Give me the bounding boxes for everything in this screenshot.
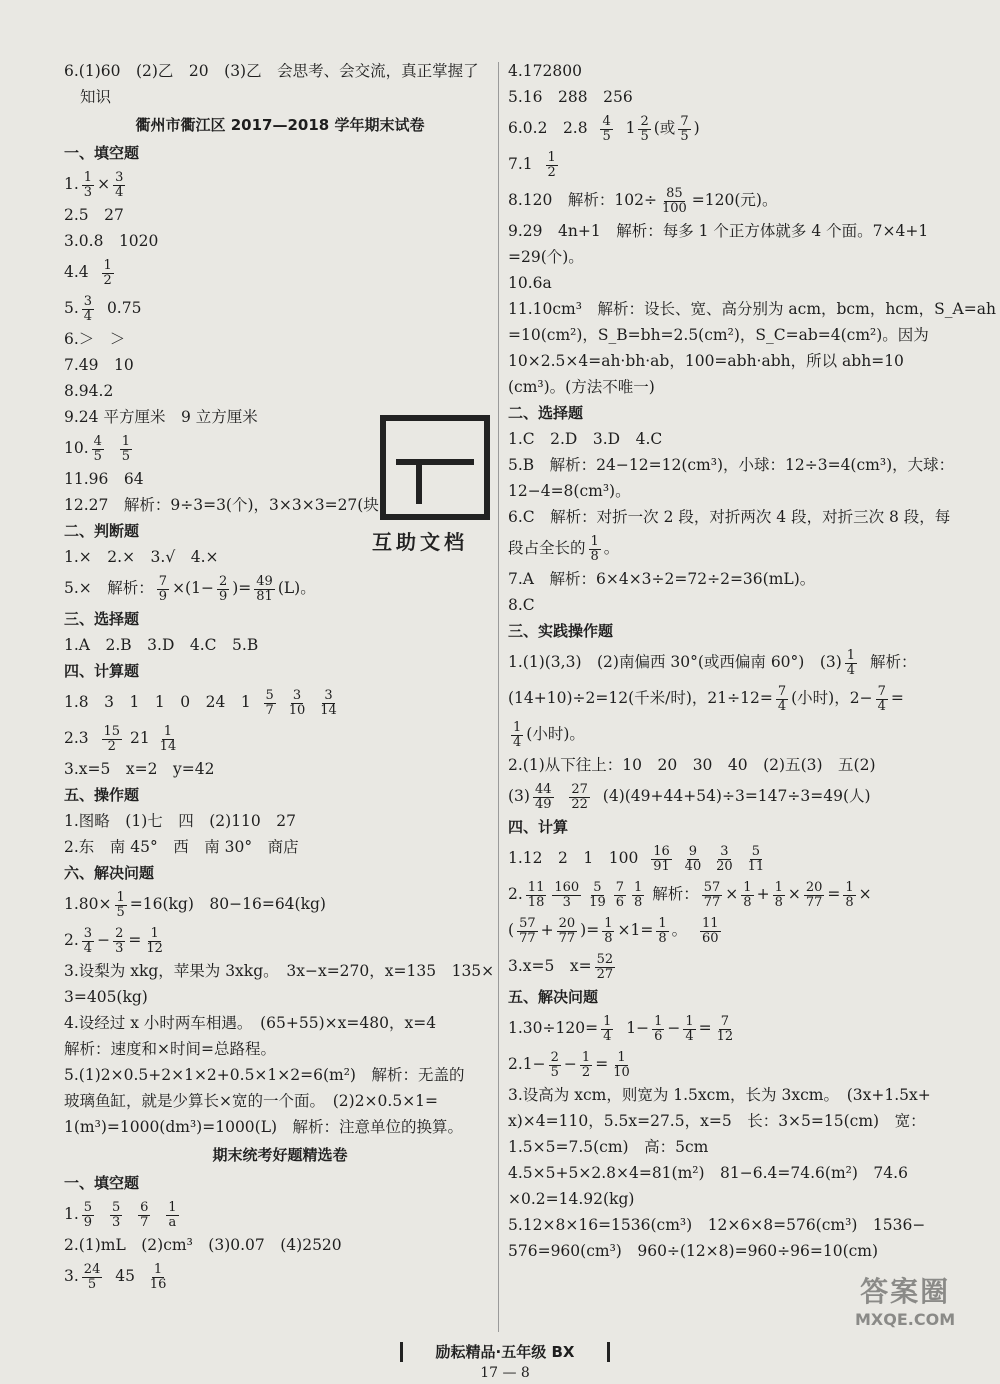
fraction	[113, 171, 125, 200]
fraction	[533, 783, 554, 812]
fraction	[741, 881, 753, 910]
fraction	[651, 845, 672, 874]
section-heading: 二、判断题	[64, 522, 140, 540]
exam-title: 期末统考好题精选卷	[212, 1146, 348, 1164]
denominator: 5	[680, 128, 689, 144]
fraction	[158, 725, 179, 754]
fraction	[511, 721, 523, 750]
fraction	[595, 953, 616, 982]
numerator: 44	[534, 781, 552, 797]
fraction	[92, 435, 104, 464]
answer-line: 7.1 $\frac{1}{2}$	[508, 149, 556, 180]
section-heading: 一、填空题	[64, 144, 140, 162]
denominator: 12	[146, 940, 163, 956]
answer-line: 4.设经过 x 小时两车相遇。 (65+55)×x=480，x=4	[64, 1014, 437, 1032]
denominator: 7	[140, 1214, 149, 1230]
answer-line: 1(m³)=1000(dm³)=1000(L) 解析：注意单位的换算。	[64, 1118, 464, 1136]
denominator: 9	[158, 588, 168, 604]
fraction	[110, 1201, 122, 1230]
answer-line: 1.80× $\frac{1}{5}$ =16(kg) 80−16=64(kg)	[64, 889, 326, 920]
fraction	[773, 881, 785, 910]
fraction	[804, 881, 825, 910]
numerator: 1	[153, 1261, 163, 1277]
numerator: 16	[653, 843, 670, 859]
fraction	[82, 295, 94, 324]
answer-line: 5.(1)2×0.5+2×1×2+0.5×1×2=6(m²) 解析：无盖的	[64, 1066, 465, 1084]
fraction	[700, 917, 721, 946]
fraction	[517, 917, 538, 946]
text-line: 6.(1)60 (2)乙 20 (3)乙 会思考、会交流，真正掌握了	[64, 62, 479, 80]
numerator: 27	[571, 781, 588, 797]
denominator: a	[168, 1214, 177, 1230]
fraction	[264, 689, 276, 718]
fraction	[148, 1263, 169, 1292]
numerator: 1	[163, 723, 173, 739]
fraction	[82, 1263, 103, 1292]
answer-line: 3.0.8 1020	[64, 232, 159, 250]
section-heading: 三、选择题	[64, 610, 140, 628]
answer-line: 7.49 10	[64, 356, 134, 374]
denominator: 5	[602, 128, 611, 144]
fraction	[683, 1015, 695, 1044]
section-heading: 五、解决问题	[508, 988, 599, 1006]
numerator: 1	[168, 1199, 177, 1215]
denominator: 100	[661, 200, 687, 216]
denominator: 10	[613, 1064, 630, 1080]
numerator: 1	[774, 879, 783, 895]
denominator: 2	[547, 164, 556, 180]
answer-line: 9.24 平方厘米 9 立方厘米	[64, 408, 258, 426]
numerator: 1	[654, 1013, 663, 1029]
answer-line: 3.设高为 xcm，则宽为 1.5xcm，长为 3xcm。 (3x+1.5x+	[508, 1086, 931, 1104]
fraction	[102, 259, 114, 288]
denominator: 7	[265, 702, 274, 718]
fraction	[601, 1015, 613, 1044]
denominator: 12	[716, 1028, 734, 1044]
answer-line: 10×2.5×4=ah·bh·ab，100=abh·abh，所以 abh=10	[508, 352, 904, 370]
answer-line: 6.＞ ＞	[64, 330, 126, 348]
answer-line: 12.27 解析：9÷3=3(个)，3×3×3=27(块)	[64, 496, 385, 514]
numerator: 7	[680, 113, 689, 129]
denominator: 2	[107, 738, 116, 754]
section-heading: 六、解决问题	[64, 864, 155, 882]
fraction	[638, 115, 650, 144]
stamp-title: 答案圈	[860, 1275, 951, 1308]
stamp-url: MXQE.COM	[855, 1310, 956, 1329]
answer-line: 10. $\frac{4}{5}$ $\frac{1}{5}$	[64, 433, 131, 464]
answer-line: 11.10cm³ 解析：设长、宽、高分别为 acm，bcm，hcm，S_A=ah	[508, 300, 996, 318]
denominator: 10	[288, 702, 306, 718]
answer-line: 2.3 $\frac{15}{2}$ 21 $\frac{1}{14}$	[64, 723, 177, 754]
answer-line: 8.120 解析：102÷ $\frac{85}{100}$ =120(元)。	[508, 185, 778, 216]
text-line: 知识	[80, 88, 112, 106]
fraction	[144, 927, 165, 956]
fraction	[656, 917, 668, 946]
fraction	[843, 881, 855, 910]
fraction	[287, 689, 308, 718]
numerator: 2	[550, 1049, 559, 1065]
fraction	[166, 1201, 178, 1230]
denominator: 91	[653, 858, 670, 874]
denominator: 4	[846, 662, 856, 678]
denominator: 4	[877, 698, 886, 714]
denominator: 3	[115, 940, 124, 956]
denominator: 2	[581, 1064, 591, 1080]
denominator: 8	[845, 894, 854, 910]
numerator: 1	[121, 433, 131, 449]
answer-line: 段占全长的 $\frac{1}{8}$ 。	[508, 533, 620, 564]
numerator: 5	[111, 1199, 121, 1215]
answer-line: (3) $\frac{44}{49}$ $\frac{27}{22}$ (4)(49+44+54)÷3=147÷3=49(人)	[508, 781, 871, 812]
numerator: 1	[513, 719, 522, 735]
denominator: 3	[83, 184, 93, 200]
numerator: 7	[877, 683, 886, 699]
answer-line: 玻璃鱼缸，就是少算长×宽的一个面。 (2)2×0.5×1=	[64, 1092, 439, 1110]
numerator: 1	[845, 879, 854, 895]
answer-line: 1.30÷120= $\frac{1}{4}$ 1− $\frac{1}{6}$ − $\frac{1}{4}$ = $\frac{7}{12}$	[508, 1013, 734, 1044]
numerator: 11	[527, 879, 545, 895]
answer-line: ( $\frac{57}{77}$ + $\frac{20}{77}$ )= $\frac{1}{8}$ ×1= $\frac{1}{8}$ 。 $\frac{11}{60}$	[508, 915, 719, 946]
numerator: 1	[547, 149, 556, 165]
answer-line: 2. $\frac{3}{4}$ − $\frac{2}{3}$ = $\frac{1}{12}$	[64, 925, 163, 956]
denominator: 19	[589, 894, 606, 910]
fraction	[845, 649, 857, 678]
denominator: 9	[83, 1214, 93, 1230]
numerator: 1	[116, 889, 125, 905]
answer-line: 3.设梨为 xkg，苹果为 3xkg。 3x−x=270，x=135 135×	[64, 962, 495, 980]
numerator: 7	[615, 879, 624, 895]
fraction	[876, 685, 888, 714]
answer-line: 11.96 64	[64, 470, 144, 488]
numerator: 2	[115, 925, 124, 941]
numerator: 15	[103, 723, 121, 739]
numerator: 5	[593, 879, 602, 895]
denominator: 8	[774, 894, 783, 910]
fraction	[678, 115, 690, 144]
denominator: 5	[116, 904, 125, 920]
answer-line: 2.东 南 45° 西 南 30° 商店	[64, 838, 299, 856]
fraction	[82, 927, 94, 956]
fraction	[746, 845, 767, 874]
answer-line: 2.1− $\frac{2}{5}$ − $\frac{1}{2}$ = $\frac{1}{10}$	[508, 1049, 630, 1080]
numerator: 2	[640, 113, 649, 129]
denominator: 4	[685, 1028, 694, 1044]
answer-line: ×0.2=14.92(kg)	[508, 1190, 635, 1208]
fraction	[702, 881, 723, 910]
watermark-text: 互助文档	[372, 530, 468, 554]
denominator: 4	[513, 734, 522, 750]
fraction	[632, 881, 644, 910]
numerator: 3	[83, 925, 93, 941]
left-column	[64, 58, 496, 1294]
denominator: 4	[83, 308, 93, 324]
denominator: 6	[615, 894, 624, 910]
numerator: 1	[103, 257, 112, 273]
numerator: 1	[603, 1013, 612, 1029]
fraction	[611, 1051, 632, 1080]
fraction	[776, 685, 788, 714]
denominator: 8	[590, 548, 599, 564]
fraction	[157, 575, 169, 604]
corner-stamp-logo	[855, 1270, 955, 1329]
fraction	[526, 881, 547, 910]
answer-line: 6.C 解析：对折一次 2 段，对折两次 4 段，对折三次 8 段，每	[508, 508, 951, 526]
fraction	[614, 881, 626, 910]
fraction	[254, 575, 275, 604]
answer-line: 5. $\frac{3}{4}$ 0.75	[64, 293, 142, 324]
fraction	[557, 917, 578, 946]
answer-line: 1.12 2 1 100 $\frac{16}{91}$ $\frac{9}{40}$ $\frac{3}{20}$ $\frac{5}{11}$	[508, 843, 765, 874]
fraction	[217, 575, 229, 604]
denominator: 81	[256, 588, 273, 604]
answer-line: 1.5×5=7.5(cm) 高：5cm	[508, 1138, 709, 1156]
numerator: 2	[218, 573, 228, 589]
fraction	[602, 917, 614, 946]
answer-line: 1.8 3 1 1 0 24 1 $\frac{5}{7}$ $\frac{3}{10}$ $\frac{3}{14}$	[64, 687, 337, 718]
fraction	[714, 845, 735, 874]
section-heading: 二、选择题	[508, 404, 584, 422]
numerator: 20	[805, 879, 823, 895]
numerator: 85	[666, 185, 683, 201]
answer-line: 5.16 288 256	[508, 88, 633, 106]
fraction	[683, 845, 704, 874]
denominator: 2	[103, 272, 112, 288]
denominator: 20	[716, 858, 733, 874]
answer-line: 1.(1)(3,3) (2)南偏西 30°(或西偏南 60°) (3) $\frac{1}{4}$ 解析：	[508, 647, 917, 678]
right-column	[508, 58, 996, 1264]
denominator: 5	[121, 448, 131, 464]
numerator: 7	[720, 1013, 730, 1029]
answer-line: 3.x=5 x= $\frac{52}{27}$	[508, 951, 614, 982]
numerator: 1	[658, 915, 667, 931]
denominator: 77	[703, 894, 721, 910]
numerator: 24	[83, 1261, 101, 1277]
numerator: 5	[751, 843, 761, 859]
fraction	[660, 187, 689, 216]
fraction	[715, 1015, 736, 1044]
denominator: 4	[777, 698, 787, 714]
answer-line: =10(cm²)，S_B=bh=2.5(cm²)，S_C=ab=4(cm²)。因为	[508, 326, 929, 344]
denominator: 11	[747, 858, 765, 874]
answer-line: 6.0.2 2.8 $\frac{4}{5}$ 1 $\frac{2}{5}$ (或 $\frac{7}{5}$ )	[508, 113, 700, 144]
numerator: 4	[602, 113, 611, 129]
answer-line: 3. $\frac{24}{5}$ 45 $\frac{1}{16}$	[64, 1261, 167, 1292]
section-heading: 四、计算	[508, 818, 569, 836]
fraction	[587, 881, 608, 910]
denominator: 18	[527, 894, 545, 910]
numerator: 1	[685, 1013, 694, 1029]
answer-line: 12−4=8(cm³)。	[508, 482, 631, 500]
numerator: 3	[292, 687, 302, 703]
answer-line: 5.× 解析： $\frac{7}{9}$ ×(1− $\frac{2}{9}$ )= $\frac{49}{81}$ (L)。	[64, 573, 316, 604]
answer-line: 576=960(cm³) 960÷(12×8)=960÷96=10(cm)	[508, 1242, 879, 1260]
numerator: 7	[777, 683, 787, 699]
answer-line: 解析：速度和×时间=总路程。	[64, 1040, 276, 1058]
answer-line: 2.(1)从下往上：10 20 30 40 (2)五(3) 五(2)	[508, 756, 876, 774]
answer-line: 2.5 27	[64, 206, 124, 224]
answer-line: 4.4 $\frac{1}{2}$	[64, 257, 112, 288]
denominator: 6	[654, 1028, 663, 1044]
watermark-logo	[372, 415, 490, 555]
answer-line: =29(个)。	[508, 248, 584, 266]
answer-line: x)×4=110，5.5x=27.5，x=5 长：3×5=15(cm) 宽：	[508, 1112, 926, 1130]
numerator: 1	[581, 1049, 591, 1065]
answer-line: 1. $\frac{1}{3}$ × $\frac{3}{4}$	[64, 169, 124, 200]
denominator: 8	[604, 930, 613, 946]
fraction	[569, 783, 590, 812]
denominator: 4	[83, 940, 93, 956]
numerator: 3	[720, 843, 729, 859]
answer-line: 2.(1)mL (2)cm³ (3)0.07 (4)2520	[64, 1236, 342, 1254]
section-heading: 三、实践操作题	[508, 622, 614, 640]
fraction	[580, 1051, 592, 1080]
section-heading: 四、计算题	[64, 662, 140, 680]
denominator: 77	[558, 930, 576, 946]
footer-title: 励耘精品·五年级 BX	[400, 1342, 610, 1362]
numerator: 1	[846, 647, 856, 663]
answer-line: 10.6a	[508, 274, 552, 292]
fraction	[652, 1015, 664, 1044]
numerator: 3	[115, 169, 124, 185]
numerator: 1	[604, 915, 613, 931]
denominator: 49	[534, 796, 552, 812]
numerator: 7	[158, 573, 168, 589]
fraction	[115, 891, 127, 920]
exam-title: 衢州市衢江区 2017—2018 学年期末试卷	[135, 116, 425, 134]
numerator: 1	[83, 169, 93, 185]
numerator: 1	[590, 533, 599, 549]
section-heading: 五、操作题	[64, 786, 140, 804]
fraction	[138, 1201, 150, 1230]
denominator: 60	[701, 930, 719, 946]
denominator: 27	[596, 966, 614, 982]
answer-line: 1.C 2.D 3.D 4.C	[508, 430, 663, 448]
denominator: 77	[519, 930, 536, 946]
numerator: 1	[617, 1049, 626, 1065]
numerator: 4	[93, 433, 102, 449]
answer-line: 5.12×8×16=1536(cm³) 12×6×8=576(cm³) 1536−	[508, 1216, 926, 1234]
denominator: 5	[640, 128, 649, 144]
answer-line: 4.5×5+5×2.8×4=81(m²) 81−6.4=74.6(m²) 74.6	[508, 1164, 908, 1182]
answer-line: (cm³)。(方法不唯一)	[508, 378, 655, 396]
fraction	[318, 689, 339, 718]
fraction	[120, 435, 132, 464]
watermark-glyph-icon	[380, 415, 490, 520]
answer-line: 1.× 2.× 3.√ 4.×	[64, 548, 219, 566]
answer-line: 1.图略 (1)七 四 (2)110 27	[64, 812, 297, 830]
answer-line: 5.B 解析：24−12=12(cm³)，小球：12÷3=4(cm³)，大球：	[508, 456, 955, 474]
answer-line: 3=405(kg)	[64, 988, 148, 1006]
denominator: 4	[115, 184, 124, 200]
numerator: 1	[743, 879, 752, 895]
denominator: 8	[743, 894, 752, 910]
denominator: 16	[149, 1276, 167, 1292]
fraction	[549, 1051, 561, 1080]
numerator: 5	[265, 687, 274, 703]
fraction	[82, 171, 94, 200]
section-heading: 一、填空题	[64, 1174, 140, 1192]
numerator: 5	[83, 1199, 93, 1215]
answer-line: 9.29 4n+1 解析：每多 1 个正方体就多 4 个面。7×4+1	[508, 222, 929, 240]
denominator: 14	[159, 738, 177, 754]
numerator: 1	[634, 879, 643, 895]
answer-line: $\frac{1}{4}$ (小时)。	[513, 719, 585, 750]
denominator: 3	[562, 894, 571, 910]
answer-line: 7.A 解析：6×4×3÷2=72÷2=36(mL)。	[508, 570, 816, 588]
numerator: 160	[554, 879, 580, 895]
page-number: 17 — 8	[480, 1365, 530, 1381]
numerator: 3	[324, 687, 333, 703]
fraction	[600, 115, 612, 144]
numerator: 49	[256, 573, 273, 589]
page-footer	[400, 1342, 610, 1384]
denominator: 22	[571, 796, 588, 812]
denominator: 8	[634, 894, 643, 910]
fraction	[546, 151, 558, 180]
answer-line: 2. $\frac{11}{18}$ $\frac{160}{3}$ $\frac{5}{19}$ $\frac{7}{6}$ $\frac{1}{8}$ 解析： $\frac{57}{77}$ × $\frac{1}{8}$ + $\frac{1}{8}$ × $\frac{20}{77}$ = $\frac{1}{8}$ ×	[508, 879, 872, 910]
answer-line: 3.x=5 x=2 y=42	[64, 760, 215, 778]
fraction	[552, 881, 581, 910]
denominator: 5	[93, 448, 102, 464]
answer-line: 8.C	[508, 596, 535, 614]
answer-line: 4.172800	[508, 62, 582, 80]
denominator: 4	[603, 1028, 612, 1044]
fraction	[589, 535, 601, 564]
answer-line: (14+10)÷2=12(千米/时)，21÷12= $\frac{7}{4}$ (小时)，2− $\frac{7}{4}$ =	[508, 683, 904, 714]
answer-line: 8.94.2	[64, 382, 114, 400]
fraction	[113, 927, 125, 956]
denominator: 8	[658, 930, 667, 946]
denominator: 5	[550, 1064, 559, 1080]
column-divider	[498, 62, 499, 1332]
answer-line: 1. $\frac{5}{9}$ $\frac{5}{3}$ $\frac{6}{7}$ $\frac{1}{a}$	[64, 1199, 177, 1230]
answer-line: 1.A 2.B 3.D 4.C 5.B	[64, 636, 259, 654]
numerator: 52	[596, 951, 614, 967]
denominator: 3	[111, 1214, 121, 1230]
numerator: 11	[701, 915, 719, 931]
denominator: 14	[320, 702, 337, 718]
fraction	[82, 1201, 94, 1230]
numerator: 9	[688, 843, 698, 859]
fraction	[102, 725, 123, 754]
numerator: 57	[703, 879, 721, 895]
numerator: 1	[150, 925, 159, 941]
numerator: 6	[140, 1199, 149, 1215]
denominator: 5	[87, 1276, 97, 1292]
denominator: 77	[805, 894, 823, 910]
denominator: 9	[218, 588, 228, 604]
numerator: 57	[519, 915, 536, 931]
numerator: 20	[558, 915, 576, 931]
denominator: 40	[684, 858, 702, 874]
numerator: 3	[83, 293, 93, 309]
